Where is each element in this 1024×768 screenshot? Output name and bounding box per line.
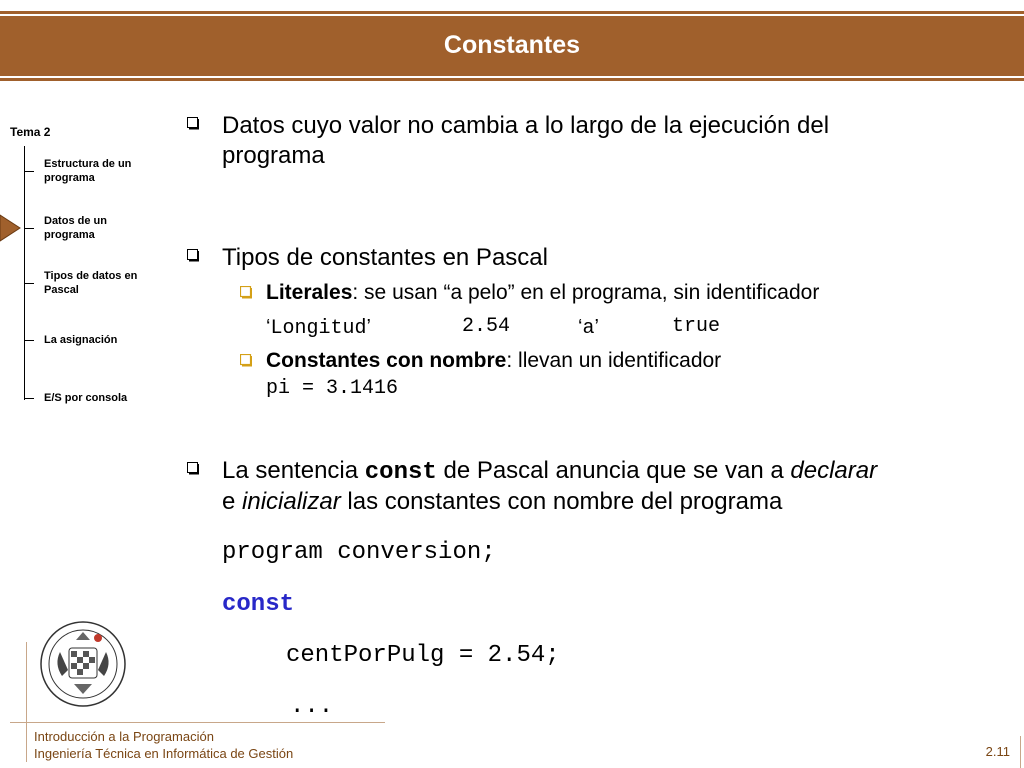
- slide-title: Constantes: [443, 31, 581, 59]
- literal-examples: ‘Longitud’: [266, 316, 371, 340]
- literal-example-real: 2.54: [462, 315, 511, 338]
- named-constant-example: pi = 3.1416: [266, 377, 399, 400]
- sidebar-item-asignacion[interactable]: La asignación: [44, 334, 118, 346]
- bullet-3-line-1: [222, 456, 877, 488]
- current-section-arrow-icon: [0, 214, 22, 242]
- bullet-1-line-2: programa: [222, 142, 325, 169]
- bullet-3-italic-declarar: declarar: [790, 457, 878, 484]
- bullet-3-text-d: las constantes con nombre del programa: [340, 488, 783, 515]
- bullet-box-icon: [187, 117, 200, 130]
- sub-bullet-1-rest: : se usan “a pelo” en el programa, sin identificador: [352, 281, 820, 304]
- sidebar-tick: [24, 228, 34, 229]
- footer-course-name: Introducción a la Programación: [34, 729, 214, 744]
- sub-bullet-2: [266, 348, 721, 374]
- literal-example-bool: true: [672, 315, 721, 338]
- sidebar-item-es-consola[interactable]: E/S por consola: [44, 392, 128, 404]
- bullet-2-text: Tipos de constantes en Pascal: [222, 244, 548, 271]
- code-line-assignment: centPorPulg = 2.54;: [286, 642, 560, 669]
- bullet-box-icon: [187, 462, 200, 475]
- sidebar-tick: [24, 171, 34, 172]
- bullet-3-text-c: e: [222, 488, 243, 515]
- code-line-const: const: [222, 591, 295, 618]
- sidebar-tick: [24, 340, 34, 341]
- bullet-box-icon: [187, 249, 200, 262]
- page-number-rule: [1020, 736, 1021, 768]
- sidebar-item-estructura[interactable]: Estructura de un programa: [44, 158, 132, 184]
- bullet-3-line-2: [222, 487, 782, 517]
- sidebar-item-datos[interactable]: Datos de un programa: [44, 215, 107, 241]
- sidebar-item-tipos[interactable]: Tipos de datos en Pascal: [44, 270, 138, 296]
- code-line-ellipsis: ...: [290, 693, 334, 720]
- university-seal-logo: [38, 614, 128, 714]
- sidebar-tick: [24, 283, 34, 284]
- sub-bullet-1-bold: Literales: [266, 281, 353, 304]
- page-number: 2.11: [985, 744, 1010, 759]
- sub-bullet-2-bold: Constantes con nombre: [266, 349, 507, 372]
- bullet-3-italic-inicializar: inicializar: [242, 488, 341, 515]
- sidebar-tema-label: Tema 2: [10, 125, 51, 139]
- title-rule-top: [0, 11, 1024, 14]
- footer-degree-name: Ingeniería Técnica en Informática de Gestión: [34, 746, 294, 761]
- bullet-1-line-1: Datos cuyo valor no cambia a lo largo de la ejecución del: [222, 112, 830, 139]
- bullet-3-text-b: de Pascal anuncia que se van a: [436, 457, 791, 484]
- bullet-3-code: const: [364, 459, 437, 486]
- sub-bullet-2-rest: : llevan un identificador: [506, 349, 722, 372]
- sub-bullet-box-icon: [240, 286, 253, 299]
- title-rule-bottom: [0, 78, 1024, 81]
- literal-example-char: a: [582, 317, 595, 340]
- sub-bullet-1: [266, 280, 819, 306]
- literal-example-string: Longitud: [270, 317, 367, 340]
- sidebar-tree-line: [24, 146, 25, 400]
- literal-example-char-wrap: ‘a’: [578, 316, 599, 340]
- footer-horizontal-rule: [10, 722, 385, 723]
- footer-vertical-rule: [26, 642, 27, 762]
- code-line-program: program conversion;: [222, 539, 496, 566]
- bullet-3-text-a: La sentencia: [222, 457, 365, 484]
- sub-bullet-box-icon: [240, 354, 253, 367]
- sidebar-tick: [24, 398, 34, 399]
